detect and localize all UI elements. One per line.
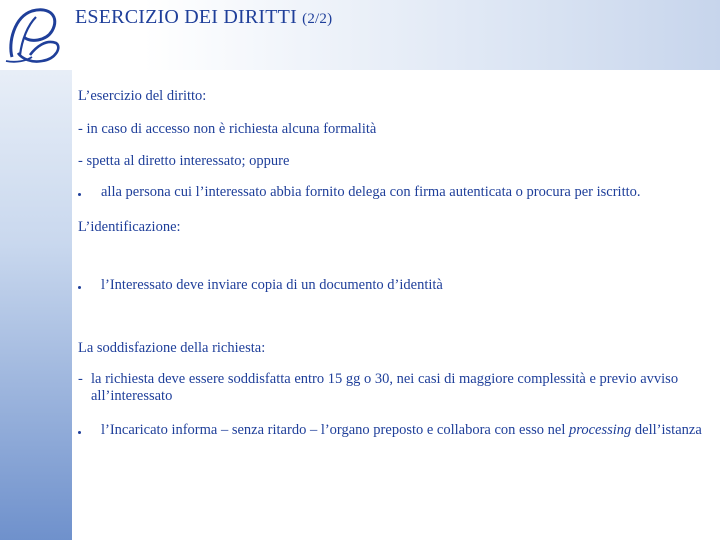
page-title (75, 6, 332, 29)
satisfaction-item-1: la richiesta deve essere soddisfatta entro 15 gg o 30, nei casi di maggiore complessità e previo avviso all’interessato (91, 371, 679, 404)
satisfaction-item-2-end: dell’istanza (631, 422, 702, 438)
section-heading-satisfaction: La soddisfazione della richiesta: (78, 340, 266, 356)
exercise-item-2: - spetta al diretto interessato; oppure (78, 153, 290, 169)
title-part: (2/2) (302, 11, 333, 27)
processing-emphasis: processing (569, 422, 632, 438)
identification-item-1: l’Interessato deve inviare copia di un documento d’identità (101, 277, 443, 293)
exercise-item-3: alla persona cui l’interessato abbia fornito delega con firma autenticata o procura per iscritto. (101, 184, 641, 200)
logo-icon (2, 3, 66, 67)
satisfaction-item-2-text: l’Incaricato informa – senza ritardo – l’organo preposto e collabora con esso nel (101, 422, 569, 438)
title-main: ESERCIZIO DEI DIRITTI (75, 6, 297, 28)
sidebar-gradient (0, 0, 72, 540)
section-heading-identification: L’identificazione: (78, 219, 181, 235)
satisfaction-item-2 (78, 422, 702, 439)
section-heading-exercise: L’esercizio del diritto: (78, 88, 207, 104)
exercise-item-1: - in caso di accesso non è richiesta alcuna formalità (78, 121, 377, 137)
satisfaction-dash: - (78, 371, 83, 387)
